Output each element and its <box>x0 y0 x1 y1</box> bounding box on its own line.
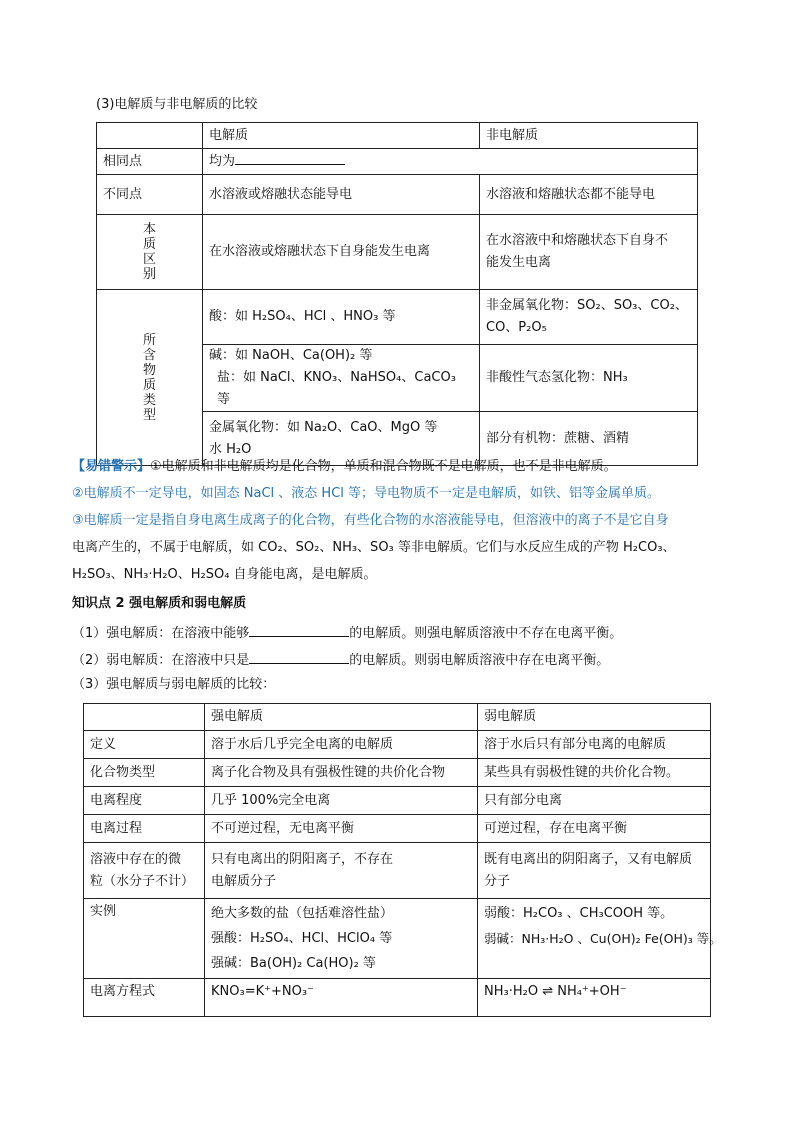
kp2-text: 的电解质。则弱电解质溶液中存在电离平衡。 <box>349 653 610 668</box>
header-cell: 弱电解质 <box>478 704 711 731</box>
cell: 离子化合物及具有强极性键的共价化合物 <box>205 759 478 787</box>
cell <box>480 290 698 345</box>
cell-line: 水 H₂O <box>209 441 252 457</box>
cell: 水溶液或熔融状态能导电 <box>203 175 480 215</box>
kp2-paragraph: （3）强电解质与弱电解质的比较： <box>72 677 276 692</box>
same-text: 均为 <box>209 154 236 169</box>
cell-line: 既有电离出的阴阳离子，又有电解质 <box>484 851 693 867</box>
vertical-label <box>103 333 196 423</box>
vertical-char: 型 <box>142 407 156 423</box>
vertical-char: 类 <box>142 392 156 408</box>
same-value <box>203 149 698 175</box>
cell-line: CO、P₂O₅ <box>486 320 547 335</box>
kp2-paragraph <box>72 622 622 643</box>
row-label <box>84 843 205 899</box>
warning-line: ③电解质一定是指自身电离生成离子的化合物，有些化合物的水溶液能导电，但溶液中的离子不是它自身 <box>72 513 669 528</box>
table-row <box>84 731 711 759</box>
warning-text: ①电解质和非电解质均是化合物，单质和混合物既不是电解质，也不是非电解质。 <box>150 459 617 474</box>
cell-line: 碱：如 NaOH、Ca(OH)₂ 等 <box>209 348 373 363</box>
vertical-char: 物 <box>142 362 156 378</box>
vertical-char: 含 <box>142 347 156 363</box>
row-label-vertical <box>97 290 203 466</box>
knowledge-point-title: 知识点 2 强电解质和弱电解质 <box>72 596 247 611</box>
vertical-char: 区 <box>142 252 156 267</box>
cell: 酸：如 H₂SO₄、HCl 、HNO₃ 等 <box>203 290 480 345</box>
kp2-text: （2）弱电解质：在溶液中只是 <box>72 653 250 668</box>
vertical-label <box>103 222 196 282</box>
ionization-equation: NH₃·H₂O ⇌ NH₄⁺+OH⁻ <box>478 979 711 1017</box>
cell <box>205 843 478 899</box>
answer-blank <box>235 150 345 165</box>
section-heading: (3)电解质与非电解质的比较 <box>96 97 258 112</box>
ionization-equation: KNO₃=K⁺+NO₃⁻ <box>205 979 478 1017</box>
cell <box>205 899 478 979</box>
row-label: 电离方程式 <box>84 979 205 1017</box>
table-row <box>97 290 698 345</box>
cell <box>478 899 722 979</box>
table-row <box>84 899 711 979</box>
cell-line: 弱碱：NH₃·H₂O 、Cu(OH)₂ Fe(OH)₃ 等。 <box>484 931 722 946</box>
cell-line: 盐：如 NaCl、KNO₃、NaHSO₄、CaCO₃ 等 <box>217 370 456 407</box>
cell-line: 溶液中存在的微 <box>90 851 182 867</box>
kp2-text: （1）强电解质：在溶液中能够 <box>72 626 250 641</box>
cell-line: 绝大多数的盐（包括难溶性盐） <box>211 906 394 921</box>
cell-line: 金属氧化物：如 Na₂O、CaO、MgO 等 <box>209 419 438 435</box>
header-cell: 非电解质 <box>480 123 698 149</box>
answer-blank <box>249 649 349 664</box>
warning-line: 电离产生的，不属于电解质，如 CO₂、SO₂、NH₃、SO₃ 等非电解质。它们与水反应生成的产物 H₂CO₃、 <box>72 540 676 555</box>
vertical-char: 别 <box>142 267 156 282</box>
cell: 溶于水后只有部分电离的电解质 <box>478 731 711 759</box>
cell: 非酸性气态氢化物：NH₃ <box>480 345 698 412</box>
table-row <box>97 123 698 149</box>
cell: 水溶液和熔融状态都不能导电 <box>480 175 698 215</box>
electrolyte-comparison-table <box>96 122 698 466</box>
cell: 几乎 100%完全电离 <box>205 787 478 815</box>
vertical-char: 质 <box>142 377 156 393</box>
warning-line: H₂SO₃、NH₃·H₂O、H₂SO₄ 自身能电离，是电解质。 <box>72 567 377 582</box>
table-row <box>84 979 711 1017</box>
cell <box>480 215 698 290</box>
cell <box>203 345 480 412</box>
cell-line: 电解质分子 <box>211 873 277 889</box>
row-label: 不同点 <box>97 175 203 215</box>
vertical-char: 所 <box>142 332 156 348</box>
header-cell: 强电解质 <box>205 704 478 731</box>
answer-blank <box>249 622 349 637</box>
vertical-char: 本 <box>142 222 156 237</box>
row-label: 定义 <box>84 731 205 759</box>
cell-line: 能发生电离 <box>486 255 552 270</box>
kp2-paragraph <box>72 649 609 670</box>
vertical-char: 质 <box>142 237 156 252</box>
row-label: 相同点 <box>97 149 203 175</box>
cell: 只有部分电离 <box>478 787 711 815</box>
row-label: 电离过程 <box>84 815 205 843</box>
header-cell: 电解质 <box>203 123 480 149</box>
table-row <box>84 704 711 731</box>
table-row <box>84 759 711 787</box>
cell: 在水溶液或熔融状态下自身能发生电离 <box>203 215 480 290</box>
cell <box>478 843 711 899</box>
table-row <box>84 815 711 843</box>
table-row <box>97 175 698 215</box>
row-label: 化合物类型 <box>84 759 205 787</box>
header-cell <box>84 704 205 731</box>
table-row <box>84 843 711 899</box>
header-cell <box>97 123 203 149</box>
cell-line: 在水溶液中和熔融状态下自身不 <box>486 233 669 248</box>
cell: 不可逆过程，无电离平衡 <box>205 815 478 843</box>
table-row <box>97 215 698 290</box>
cell: 溶于水后几乎完全电离的电解质 <box>205 731 478 759</box>
cell-line: 粒（水分子不计） <box>90 873 195 889</box>
strong-weak-comparison-table <box>83 703 722 1017</box>
warning-line <box>72 458 617 476</box>
cell: 某些具有弱极性键的共价化合物。 <box>478 759 711 787</box>
cell-line: 非金属氧化物：SO₂、SO₃、CO₂、 <box>486 298 688 313</box>
kp2-text: 的电解质。则强电解质溶液中不存在电离平衡。 <box>349 626 623 641</box>
cell-line: 强酸：H₂SO₄、HCl、HClO₄ 等 <box>211 931 393 946</box>
cell-line: 弱酸：H₂CO₃ 、CH₃COOH 等。 <box>484 906 674 921</box>
row-label: 实例 <box>84 899 205 979</box>
cell: 可逆过程，存在电离平衡 <box>478 815 711 843</box>
warning-line: ②电解质不一定导电，如固态 NaCl 、液态 HCl 等；导电物质不一定是电解质，如铁、铝等金属单质。 <box>72 486 661 501</box>
row-label-vertical <box>97 215 203 290</box>
warning-tag: 【易错警示】 <box>72 459 151 474</box>
cell: 部分有机物：蔗糖、酒精 <box>480 412 698 466</box>
table-row <box>97 149 698 175</box>
row-label: 电离程度 <box>84 787 205 815</box>
table-row <box>84 787 711 815</box>
cell-line: 只有电离出的阴阳离子，不存在 <box>211 851 394 867</box>
cell-line: 分子 <box>484 873 511 889</box>
cell-line: 强碱：Ba(OH)₂ Ca(HO)₂ 等 <box>211 956 376 971</box>
